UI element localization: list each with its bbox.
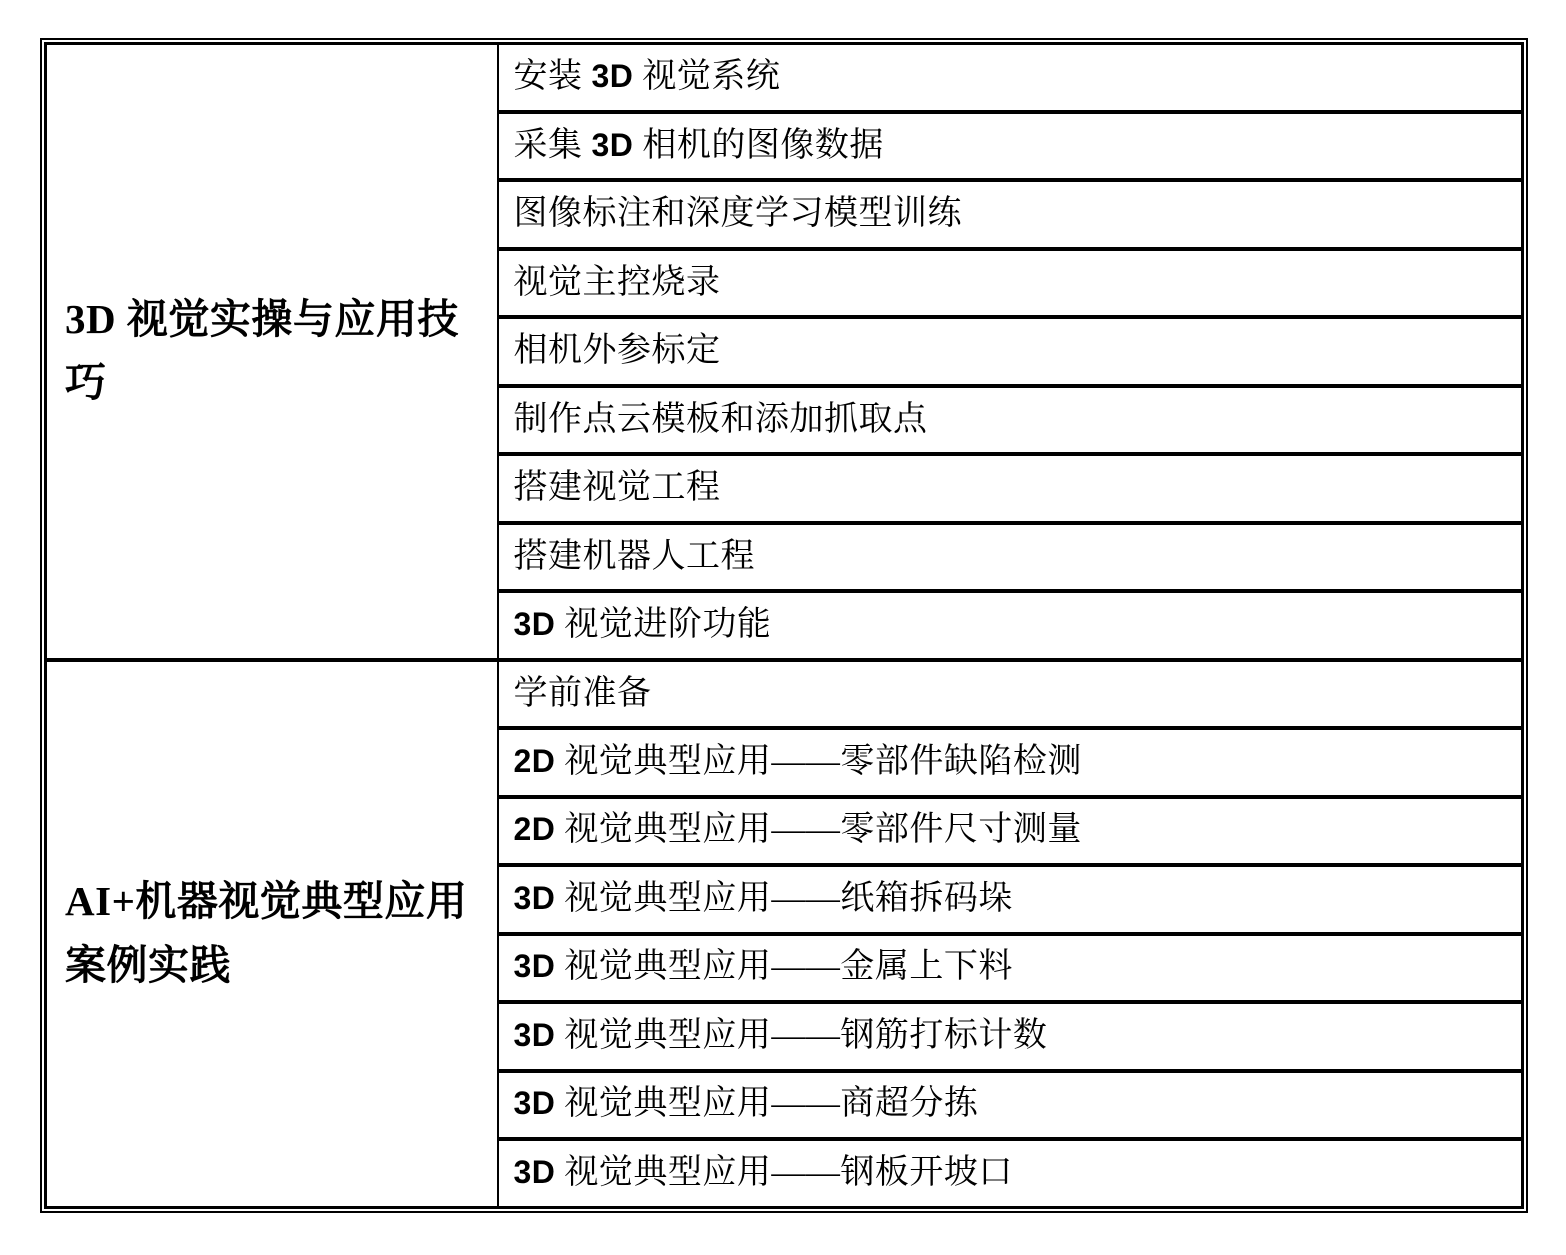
table-row bbox=[46, 660, 1523, 728]
table-row bbox=[46, 44, 1523, 112]
course-item: 2D 视觉典型应用——零部件缺陷检测 bbox=[498, 728, 1523, 796]
course-item: 搭建视觉工程 bbox=[498, 454, 1523, 522]
course-item: 3D 视觉典型应用——金属上下料 bbox=[498, 934, 1523, 1002]
course-item: 相机外参标定 bbox=[498, 317, 1523, 385]
course-item: 安装 3D 视觉系统 bbox=[498, 44, 1523, 112]
course-item: 3D 视觉典型应用——钢板开坡口 bbox=[498, 1139, 1523, 1208]
course-item: 图像标注和深度学习模型训练 bbox=[498, 180, 1523, 248]
course-item: 3D 视觉典型应用——商超分拣 bbox=[498, 1071, 1523, 1139]
course-item: 视觉主控烧录 bbox=[498, 249, 1523, 317]
course-item: 学前准备 bbox=[498, 660, 1523, 728]
course-item: 搭建机器人工程 bbox=[498, 523, 1523, 591]
course-item: 3D 视觉进阶功能 bbox=[498, 591, 1523, 659]
course-item: 2D 视觉典型应用——零部件尺寸测量 bbox=[498, 797, 1523, 865]
course-item: 制作点云模板和添加抓取点 bbox=[498, 386, 1523, 454]
course-item: 3D 视觉典型应用——纸箱拆码垛 bbox=[498, 865, 1523, 933]
category-cell-3d-vision-skills: 3D 视觉实操与应用技巧 bbox=[46, 44, 498, 660]
course-outline-table bbox=[44, 42, 1524, 1209]
category-cell-ai-vision-cases: AI+机器视觉典型应用案例实践 bbox=[46, 660, 498, 1208]
course-item: 采集 3D 相机的图像数据 bbox=[498, 112, 1523, 180]
course-item: 3D 视觉典型应用——钢筋打标计数 bbox=[498, 1002, 1523, 1070]
course-table-frame bbox=[40, 38, 1528, 1213]
